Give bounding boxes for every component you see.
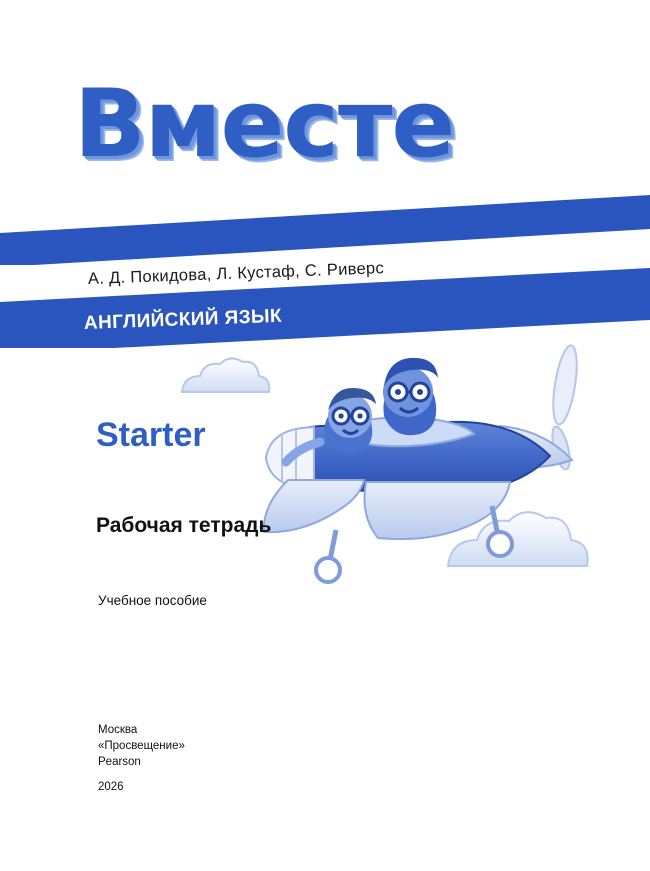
cover-title-block [0, 70, 650, 218]
child-pilot-back [383, 358, 438, 435]
manual-label: Учебное пособие [98, 593, 207, 608]
front-wing [264, 480, 364, 532]
imprint-copublisher: Pearson [98, 756, 141, 768]
imprint-publisher: «Просвещение» [98, 740, 185, 752]
level-label: Starter [96, 416, 206, 454]
cover-illustration [170, 330, 630, 630]
worktype-label: Рабочая тетрадь [96, 514, 272, 537]
authors-line: А. Д. Покидова, Л. Кустаф, С. Риверс [87, 259, 385, 288]
subject-title: АНГЛИЙСКИЙ ЯЗЫК [83, 305, 283, 334]
cloud-small-icon [182, 358, 269, 392]
imprint-block [98, 722, 185, 795]
imprint-year: 2026 [98, 781, 124, 793]
imprint-city: Москва [98, 724, 138, 736]
book-title: Вместе [74, 70, 455, 179]
landing-gear-front [316, 530, 340, 582]
